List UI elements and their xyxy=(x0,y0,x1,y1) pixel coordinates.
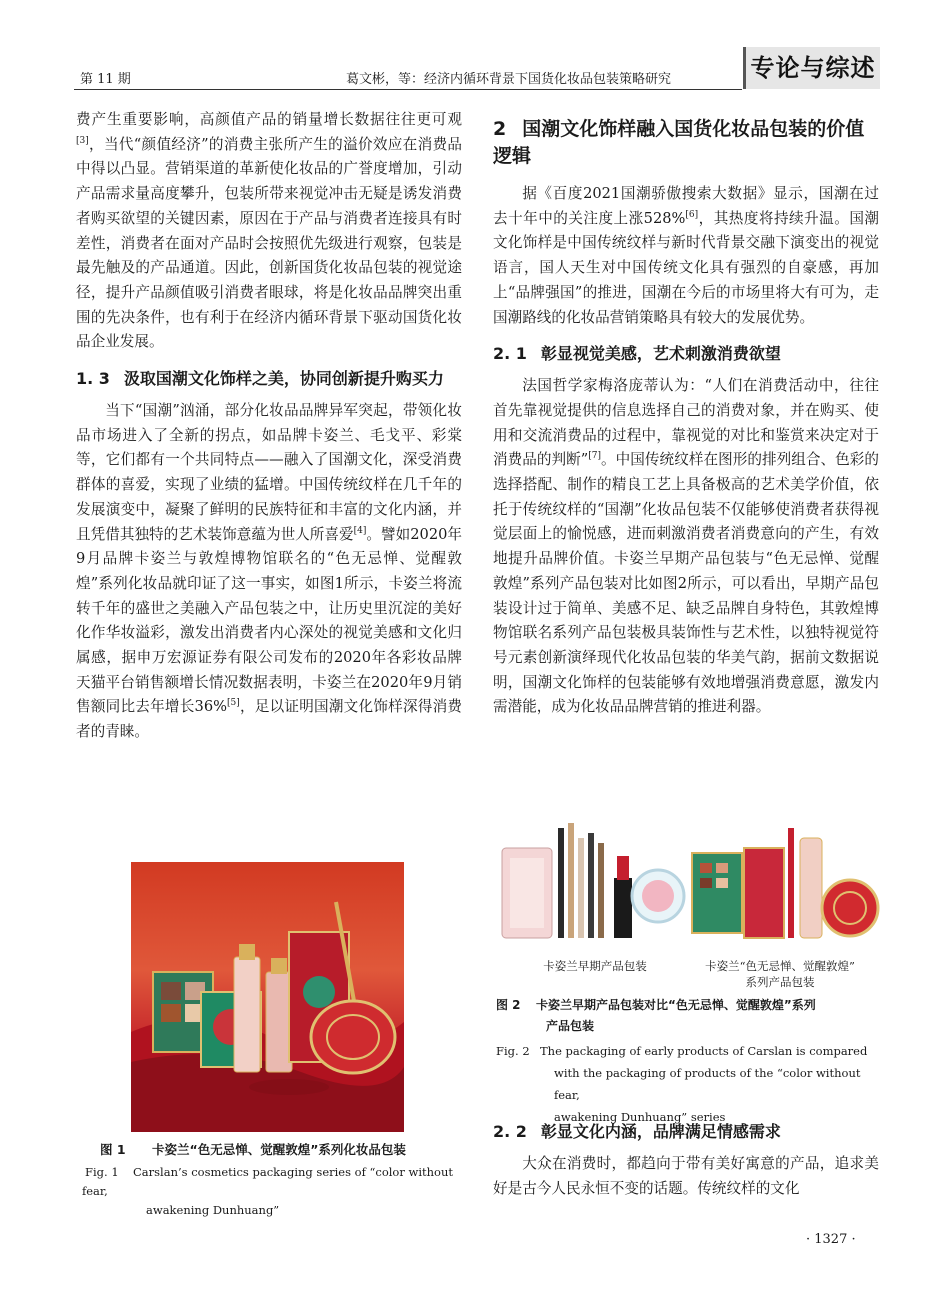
section-heading-1-3: 1. 3 汲取国潮文化饰样之美，协同创新提升购买力 xyxy=(76,369,444,389)
citation[interactable]: [6] xyxy=(685,209,699,220)
figure-2-caption-en: Fig. 2 The packaging of early products of Carslan is compared with the packaging of products of the “color without fear, awakening Dunhuang” series xyxy=(496,1044,868,1124)
page-header xyxy=(74,54,880,90)
section-heading-2-2: 2. 2 彰显文化内涵，品牌满足情感需求 xyxy=(493,1122,781,1141)
header-rule xyxy=(74,89,742,90)
figure-1-caption-en: Fig. 1 Carslan’s cosmetics packaging series of “color without fear, awakening Dunhuang” xyxy=(82,1165,454,1217)
section-label: 专论与综述 xyxy=(743,47,880,89)
packaging-comparison-photo xyxy=(496,818,880,948)
figure-1-caption-zh: 图 1 卡姿兰“色无忌惮、觉醒敦煌”系列化妆品包装 xyxy=(100,1142,406,1157)
citation[interactable]: [3] xyxy=(76,135,89,146)
paragraph: 法国哲学家梅洛庞蒂认为：“人们在消费活动中，往往首先靠视觉提供的信息选择自己的消费对象，并在购买、使用和交流消费品的过程中，靠视觉的对比和鉴赏来决定对于消费品的判断”[7]。中国传统纹样在图形的排列组合、色彩的选择搭配、制作的精良工艺上具备极高的艺术美学价值，依托于传统纹样的“国潮”化妆品包装不仅能够使消费者获得视觉层面上的愉悦感，进而刺激消费者消费意向的产生，有效地提升品牌价值。卡姿兰早期产品包装与“色无忌惮、觉醒敦煌”系列产品包装对比如图2所示，可以看出，早期产品包装设计过于简单、美感不足、缺乏品牌自身特色，其敦煌博物馆联名系列产品包装极具装饰性与艺术性，以独特视觉符号元素创新演绎现代化妆品包装的华美气韵，据前文数据说明，国潮文化饰样的包装能够有效地增强消费意愿，激发内需潜能，成为化妆品品牌营销的推进利器。 xyxy=(493,377,879,716)
paragraph: 据《百度2021国潮骄傲搜索大数据》显示，国潮在过去十年中的关注度上涨528%[6]，其热度将持续升温。国潮文化饰样是中国传统纹样与新时代背景交融下演变出的视觉语言，国人天生对中国传统文化具有强烈的自豪感，再加上“品牌强国”的推进，国潮在今后的市场里将大有可为，走国潮路线的化妆品营销策略具有较大的发展优势。 xyxy=(493,185,879,326)
figure-2-sublabel-left: 卡姿兰早期产品包装 xyxy=(543,959,647,973)
page-number: · 1327 · xyxy=(806,1232,856,1247)
running-title: 葛文彬，等：经济内循环背景下国货化妆品包装策略研究 xyxy=(346,72,672,87)
citation[interactable]: [7] xyxy=(588,451,601,462)
left-column xyxy=(76,108,462,745)
section-heading-2: 2 国潮文化饰样融入国货化妆品包装的价值逻辑 xyxy=(493,118,865,167)
paragraph: 当下“国潮”汹涌，部分化妆品品牌异军突起，带领化妆品市场进入了全新的拐点，如品牌卡姿兰、毛戈平、彩棠等，它们都有一个共同特点——融入了国潮文化，深受消费群体的喜爱，实现了业绩的猛增。中国传统纹样在几千年的发展演变中，凝聚了鲜明的民族特征和丰富的文化内涵，并且凭借其独特的艺术装饰意蕴为世人所喜爱[4]。譬如2020年9月品牌卡姿兰与敦煌博物馆联名的“色无忌惮、觉醒敦煌”系列化妆品就印证了这一事实，如图1所示，卡姿兰将流转千年的盛世之美融入产品包装之中，让历史里沉淀的美好化作华妆溢彩，激发出消费者内心深处的视觉美感和文化归属感，据申万宏源证券有限公司发布的2020年各彩妆品牌天猫平台销售额增长情况数据表明，卡姿兰在2020年9月销售额同比去年增长36%[5]，足以证明国潮文化饰样深得消费者的青睐。 xyxy=(76,402,462,741)
citation[interactable]: [5] xyxy=(226,698,240,709)
right-column-continued xyxy=(493,1120,879,1201)
paragraph: 费产生重要影响，高颜值产品的销量增长数据往往更可观[3]，当代“颜值经济”的消费主张所产生的溢价效应在消费品中得以凸显。营销渠道的革新使化妆品的广誉度增加，引动产品需求量高度攀升，包装所带来视觉冲击无疑是诱发消费者购买欲望的关键因素，原因在于产品与消费者连接具有时差性，消费者在面对产品时会按照优先级进行观察，包装是最先触及的产品通道。因此，创新国货化妆品包装的视觉途径，提升产品颜值吸引消费者眼球，将是化妆品品牌突出重围的先决条件，也有利于在经济内循环背景下驱动国货化妆品企业发展。 xyxy=(76,111,462,351)
paragraph: 大众在消费时，都趋向于带有美好寓意的产品，追求美好是古今人民永恒不变的话题。传统纹样的文化 xyxy=(493,1155,879,1197)
right-column xyxy=(493,108,879,720)
figure-2-sublabel-right: 卡姿兰“色无忌惮、觉醒敦煌” 系列产品包装 xyxy=(705,959,855,989)
citation[interactable]: [4] xyxy=(353,525,367,536)
figure-2-caption-zh: 图 2 卡姿兰早期产品包装对比“色无忌惮、觉醒敦煌”系列 产品包装 xyxy=(496,998,816,1033)
figure-1-image xyxy=(131,862,404,1132)
section-heading-2-1: 2. 1 彰显视觉美感，艺术刺激消费欲望 xyxy=(493,344,781,364)
issue-number: 第 11 期 xyxy=(80,72,131,87)
figure-2-image xyxy=(496,818,880,948)
cosmetics-photo xyxy=(131,862,404,1132)
